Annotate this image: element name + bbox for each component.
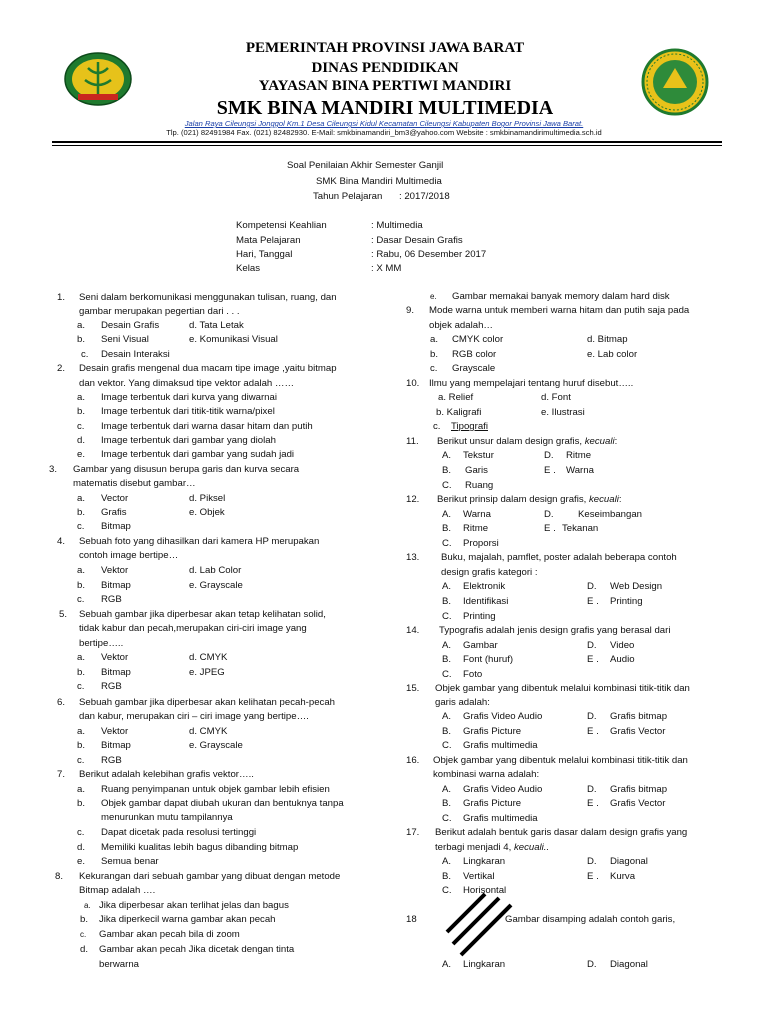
option-text: Bitmap xyxy=(101,667,131,678)
option-text: CMYK color xyxy=(452,334,504,345)
option-text: Video xyxy=(610,640,635,651)
option-letter: b. xyxy=(430,349,439,360)
option-letter: c. xyxy=(77,681,85,692)
option-text: d. CMYK xyxy=(189,652,228,663)
question-text: Berikut prinsip dalam design grafis, kecuali: xyxy=(437,494,622,505)
option-text: d. Lab Color xyxy=(189,565,242,576)
option-letter: b. xyxy=(77,667,86,678)
exam-school: SMK Bina Mandiri Multimedia xyxy=(316,176,442,187)
option-letter: a. xyxy=(77,392,86,403)
question-text: Ilmu yang mempelajari tentang huruf disebut….. xyxy=(429,378,634,389)
question-text: tidak kabur dan pecah,merupakan ciri-ciri image yang xyxy=(79,623,307,634)
option-text: Ruang xyxy=(465,480,494,491)
option-text: e. Komunikasi Visual xyxy=(189,334,278,345)
question-number: 17. xyxy=(406,827,420,838)
option-text: Grafis Picture xyxy=(463,726,522,737)
option-text: Bitmap xyxy=(101,740,131,751)
question-text: Sebuah gambar jika diperbesar akan kelihatan pecah-pecah xyxy=(79,697,336,708)
question-text: dan vektor. Yang dimaksud tipe vektor adalah …… xyxy=(79,378,295,389)
option-letter: a. xyxy=(77,320,86,331)
question-text-main: terbagi menjadi 4, xyxy=(435,842,512,853)
info-label: Hari, Tanggal xyxy=(236,249,293,260)
west-java-emblem-icon xyxy=(63,50,133,108)
option-text: b. Kaligrafi xyxy=(436,407,482,418)
option-text: a. Relief xyxy=(438,392,474,403)
question-number: 12. xyxy=(406,494,420,505)
option-text: Proporsi xyxy=(463,538,499,549)
question-number: 16. xyxy=(406,755,420,766)
option-letter: B. xyxy=(442,726,452,737)
question-number: 6. xyxy=(57,697,66,708)
info-label: Kelas xyxy=(236,263,260,274)
question-text: gambar merupakan pegertian dari . . . xyxy=(79,306,240,317)
option-text: Horisontal xyxy=(463,885,507,896)
option-letter: D. xyxy=(587,640,597,651)
option-letter: b. xyxy=(77,740,86,751)
letterhead xyxy=(0,0,768,150)
option-text: Font (huruf) xyxy=(463,654,514,665)
header-divider-thin xyxy=(52,145,722,146)
question-text: bertipe….. xyxy=(79,638,124,649)
option-text: d. Bitmap xyxy=(587,334,628,345)
option-text: Gambar akan pecah Jika dicetak dengan tinta xyxy=(99,944,295,955)
option-letter: B. xyxy=(442,654,452,665)
option-letter: a. xyxy=(77,784,86,795)
question-number: 11. xyxy=(406,436,419,447)
option-text: Printing xyxy=(610,596,643,607)
option-text: Grafis Picture xyxy=(463,798,522,809)
option-letter: D. xyxy=(587,581,597,592)
question-keyword: kecuali xyxy=(584,436,615,447)
question-keyword: kecuali.. xyxy=(513,842,550,853)
school-seal-icon xyxy=(641,48,709,116)
option-letter: C. xyxy=(442,480,452,491)
question-text: Gambar yang disusun berupa garis dan kurva secara xyxy=(73,464,300,475)
question-number: 5. xyxy=(59,609,68,620)
option-letter: E . xyxy=(544,465,556,476)
option-text: Audio xyxy=(610,654,635,665)
option-letter: D. xyxy=(587,856,597,867)
header-divider xyxy=(52,141,722,143)
option-text: e. Grayscale xyxy=(189,740,243,751)
option-text: Image terbentuk dari titik-titik warna/pixel xyxy=(101,406,275,417)
option-letter: d. xyxy=(77,435,86,446)
info-value: : X MM xyxy=(371,263,402,274)
question-text: kombinasi warna adalah: xyxy=(433,769,540,780)
question-number: 9. xyxy=(406,305,415,316)
option-letter: c. xyxy=(81,349,89,360)
option-text: Grafis xyxy=(101,507,127,518)
option-letter: b. xyxy=(80,914,89,925)
question-text: dan kabur, merupakan ciri – ciri image yang bertipe…. xyxy=(79,711,309,722)
header-line-2: DINAS PENDIDIKAN xyxy=(311,60,459,76)
option-text: Printing xyxy=(463,611,496,622)
option-text: Garis xyxy=(465,465,488,476)
option-text: Bitmap xyxy=(101,521,131,532)
option-text: Diagonal xyxy=(610,856,648,867)
question-number: 8. xyxy=(55,871,64,882)
option-letter: d. xyxy=(80,944,89,955)
option-text: menurunkan mutu tampilannya xyxy=(101,812,233,823)
option-text: Grafis Video Audio xyxy=(463,711,543,722)
question-text: Objek gambar yang dibentuk melalui kombinasi titik-titik dan xyxy=(435,683,690,694)
option-text: Tipografi xyxy=(451,421,488,432)
question-text: design grafis kategori : xyxy=(441,567,538,578)
question-text: Bitmap adalah …. xyxy=(79,885,156,896)
question-text: Kekurangan dari sebuah gambar yang dibuat dengan metode xyxy=(79,871,341,882)
option-text: Elektronik xyxy=(463,581,506,592)
option-text: d. Font xyxy=(541,392,571,403)
option-letter: A. xyxy=(442,640,452,651)
question-text: Berikut adalah kelebihan grafis vektor….. xyxy=(79,769,254,780)
option-letter: e. xyxy=(77,449,86,460)
option-letter: e. xyxy=(430,292,437,301)
info-value: : Dasar Desain Grafis xyxy=(371,235,463,246)
option-letter: A. xyxy=(442,581,452,592)
header-line-3: YAYASAN BINA PERTIWI MANDIRI xyxy=(258,78,512,94)
option-text: Gambar memakai banyak memory dalam hard disk xyxy=(452,291,670,302)
option-letter: c. xyxy=(77,755,85,766)
option-text: Warna xyxy=(463,509,491,520)
question-text: Typografis adalah jenis design grafis yang berasal dari xyxy=(439,625,671,636)
option-letter: D. xyxy=(587,784,597,795)
info-value: : Rabu, 06 Desember 2017 xyxy=(371,249,487,260)
info-label: Kompetensi Keahlian xyxy=(236,220,327,231)
option-text: Seni Visual xyxy=(101,334,149,345)
option-letter: a. xyxy=(77,652,86,663)
option-text: Vektor xyxy=(101,652,129,663)
option-letter: E . xyxy=(587,596,599,607)
option-letter: e. xyxy=(77,856,86,867)
option-text: Image terbentuk dari gambar yang sudah jadi xyxy=(101,449,295,460)
question-number: 2. xyxy=(57,363,66,374)
header-line-1: PEMERINTAH PROVINSI JAWA BARAT xyxy=(245,40,525,56)
option-letter: c. xyxy=(77,594,85,605)
exam-year-label: Tahun Pelajaran xyxy=(313,191,383,202)
info-label: Mata Pelajaran xyxy=(236,235,301,246)
option-text: Image terbentuk dari warna dasar hitam dan putih xyxy=(101,421,313,432)
question-text-main: Berikut prinsip dalam design grafis, xyxy=(437,494,587,505)
option-text: Lingkaran xyxy=(463,959,506,970)
option-letter: A. xyxy=(442,856,452,867)
question-text: matematis disebut gambar… xyxy=(73,478,196,489)
option-letter: B. xyxy=(442,871,452,882)
option-text: Grafis multimedia xyxy=(463,740,538,751)
option-letter: C. xyxy=(442,669,452,680)
option-text: Keseimbangan xyxy=(578,509,643,520)
option-text: Image terbentuk dari kurva yang diwarnai xyxy=(101,392,277,403)
question-text: Desain grafis mengenal dua macam tipe image ,yaitu bitmap xyxy=(79,363,337,374)
option-text: RGB color xyxy=(452,349,497,360)
option-text: Vektor xyxy=(101,565,129,576)
option-letter: A. xyxy=(442,711,452,722)
option-text: e. JPEG xyxy=(189,667,225,678)
exam-title: Soal Penilaian Akhir Semester Ganjil xyxy=(287,160,444,171)
question-number: 1. xyxy=(57,292,66,303)
option-letter: E . xyxy=(587,798,599,809)
option-text: Vektor xyxy=(101,726,129,737)
option-letter: B. xyxy=(442,596,452,607)
question-text: Gambar disamping adalah contoh garis, xyxy=(505,914,676,925)
option-text: Grafis Video Audio xyxy=(463,784,543,795)
school-name: SMK BINA MANDIRI MULTIMEDIA xyxy=(216,97,554,119)
question-text: Seni dalam berkomunikasi menggunakan tulisan, ruang, dan xyxy=(79,292,337,303)
option-text: Grafis multimedia xyxy=(463,813,538,824)
option-letter: b. xyxy=(77,798,86,809)
question-text: Buku, majalah, pamflet, poster adalah beberapa contoh xyxy=(441,552,677,563)
option-letter: E . xyxy=(587,726,599,737)
option-letter: C. xyxy=(442,538,452,549)
option-text: RGB xyxy=(101,594,122,605)
option-text: Grafis Vector xyxy=(610,798,666,809)
question-text: Berikut unsur dalam design grafis, kecuali: xyxy=(437,436,618,447)
option-text: d. CMYK xyxy=(189,726,228,737)
option-text: d. Piksel xyxy=(189,493,226,504)
question-text xyxy=(435,842,549,854)
option-text: Tekstur xyxy=(463,450,494,461)
option-text: Identifikasi xyxy=(463,596,509,607)
option-text: Tekanan xyxy=(562,523,599,534)
option-text: Grafis Vector xyxy=(610,726,666,737)
option-letter: a. xyxy=(77,565,86,576)
option-letter: E . xyxy=(544,523,556,534)
option-letter: D. xyxy=(544,509,554,520)
option-text: Bitmap xyxy=(101,580,131,591)
option-text: Lingkaran xyxy=(463,856,506,867)
option-text: Ritme xyxy=(463,523,489,534)
question-number: 7. xyxy=(57,769,66,780)
question-text: Berikut adalah bentuk garis dasar dalam design grafis yang xyxy=(435,827,688,838)
option-letter: b. xyxy=(77,406,86,417)
option-text: e. Lab color xyxy=(587,349,638,360)
option-letter: E . xyxy=(587,871,599,882)
option-letter: b. xyxy=(77,580,86,591)
school-address: Jalan Raya Cileungsi Jonggol Km.1 Desa Cileungsi Kidul Kecamatan Cileungsi Kabupaten Bogor Provinsi Jawa Barat. xyxy=(184,119,584,128)
question-text: contoh image bertipe… xyxy=(79,550,179,561)
option-letter: C. xyxy=(442,740,452,751)
question-number: 18 xyxy=(406,914,417,925)
option-text: e. Objek xyxy=(189,507,225,518)
question-number: 15. xyxy=(406,683,420,694)
option-text: Ruang penyimpanan untuk objek gambar lebih efisien xyxy=(101,784,330,795)
option-letter: b. xyxy=(77,507,86,518)
option-letter: A. xyxy=(442,509,452,520)
option-letter: a. xyxy=(77,726,86,737)
option-text: Gambar xyxy=(463,640,498,651)
option-letter: B. xyxy=(442,798,452,809)
option-text: Kurva xyxy=(610,871,636,882)
question-number: 14. xyxy=(406,625,420,636)
option-text: Web Design xyxy=(610,581,663,592)
option-letter: E . xyxy=(587,654,599,665)
option-letter: b. xyxy=(77,334,86,345)
option-text: Gambar akan pecah bila di zoom xyxy=(99,929,240,940)
option-text: d. Tata Letak xyxy=(189,320,244,331)
option-letter: D. xyxy=(544,450,554,461)
option-letter: A. xyxy=(442,959,452,970)
option-text: berwarna xyxy=(99,959,139,970)
question-text: objek adalah… xyxy=(429,320,494,331)
option-letter: C. xyxy=(442,611,452,622)
option-letter: c. xyxy=(433,421,441,432)
option-text: Vector xyxy=(101,493,129,504)
option-text: RGB xyxy=(101,681,122,692)
option-text: Foto xyxy=(463,669,483,680)
option-text: Desain Interaksi xyxy=(101,349,170,360)
question-text: Objek gambar yang dibentuk melalui kombinasi titik-titik dan xyxy=(433,755,688,766)
option-letter: D. xyxy=(587,959,597,970)
question-text: Sebuah foto yang dihasilkan dari kamera HP merupakan xyxy=(79,536,320,547)
option-letter: a. xyxy=(430,334,439,345)
option-text: Diagonal xyxy=(610,959,648,970)
option-letter: a. xyxy=(77,493,86,504)
option-text: Vertikal xyxy=(463,871,495,882)
option-text: Objek gambar dapat diubah ukuran dan bentuknya tanpa xyxy=(101,798,344,809)
option-letter: c. xyxy=(77,827,85,838)
option-letter: a. xyxy=(84,901,91,910)
school-contact: Tlp. (021) 82491984 Fax. (021) 82482930. E-Mail: smkbinamandiri_bm3@yahoo.com Website : smkbinamandirimultimedia.sch.id xyxy=(166,128,602,137)
option-text: Memiliki kualitas lebih bagus dibanding bitmap xyxy=(101,842,299,853)
question-text: Sebuah gambar jika diperbesar akan tetap kelihatan solid, xyxy=(79,609,326,620)
option-text: Jika diperkecil warna gambar akan pecah xyxy=(99,914,276,925)
option-text: RGB xyxy=(101,755,122,766)
option-letter: c. xyxy=(77,421,85,432)
option-text: Image terbentuk dari gambar yang diolah xyxy=(101,435,276,446)
option-text: Dapat dicetak pada resolusi tertinggi xyxy=(101,827,257,838)
question-number: 13. xyxy=(406,552,420,563)
option-letter: D. xyxy=(587,711,597,722)
option-text: Semua benar xyxy=(101,856,159,867)
option-text: Grafis bitmap xyxy=(610,784,668,795)
option-text: e. Grayscale xyxy=(189,580,243,591)
option-letter: c. xyxy=(77,521,85,532)
question-number: 3. xyxy=(49,464,58,475)
option-letter: c. xyxy=(430,363,438,374)
option-text: Grafis bitmap xyxy=(610,711,668,722)
exam-year-value: : 2017/2018 xyxy=(399,191,450,202)
option-letter: B. xyxy=(442,523,452,534)
option-letter: A. xyxy=(442,450,452,461)
option-text: Jika diperbesar akan terlihat jelas dan bagus xyxy=(99,900,289,911)
option-text: Grayscale xyxy=(452,363,496,374)
option-text: Ritme xyxy=(566,450,592,461)
info-value: : Multimedia xyxy=(371,220,423,231)
question-text: garis adalah: xyxy=(435,697,490,708)
option-text: Warna xyxy=(566,465,594,476)
question-text: Mode warna untuk memberi warna hitam dan putih saja pada xyxy=(429,305,690,316)
option-letter: A. xyxy=(442,784,452,795)
question-number: 10. xyxy=(406,378,420,389)
option-text: e. Ilustrasi xyxy=(541,407,585,418)
option-text: Desain Grafis xyxy=(101,320,160,331)
option-letter: C. xyxy=(442,885,452,896)
question-text-main: Berikut unsur dalam design grafis, xyxy=(437,436,583,447)
option-letter: c. xyxy=(80,930,87,939)
option-letter: B. xyxy=(442,465,452,476)
option-letter: C. xyxy=(442,813,452,824)
question-number: 4. xyxy=(57,536,66,547)
question-keyword: kecuali xyxy=(588,494,619,505)
option-letter: d. xyxy=(77,842,86,853)
